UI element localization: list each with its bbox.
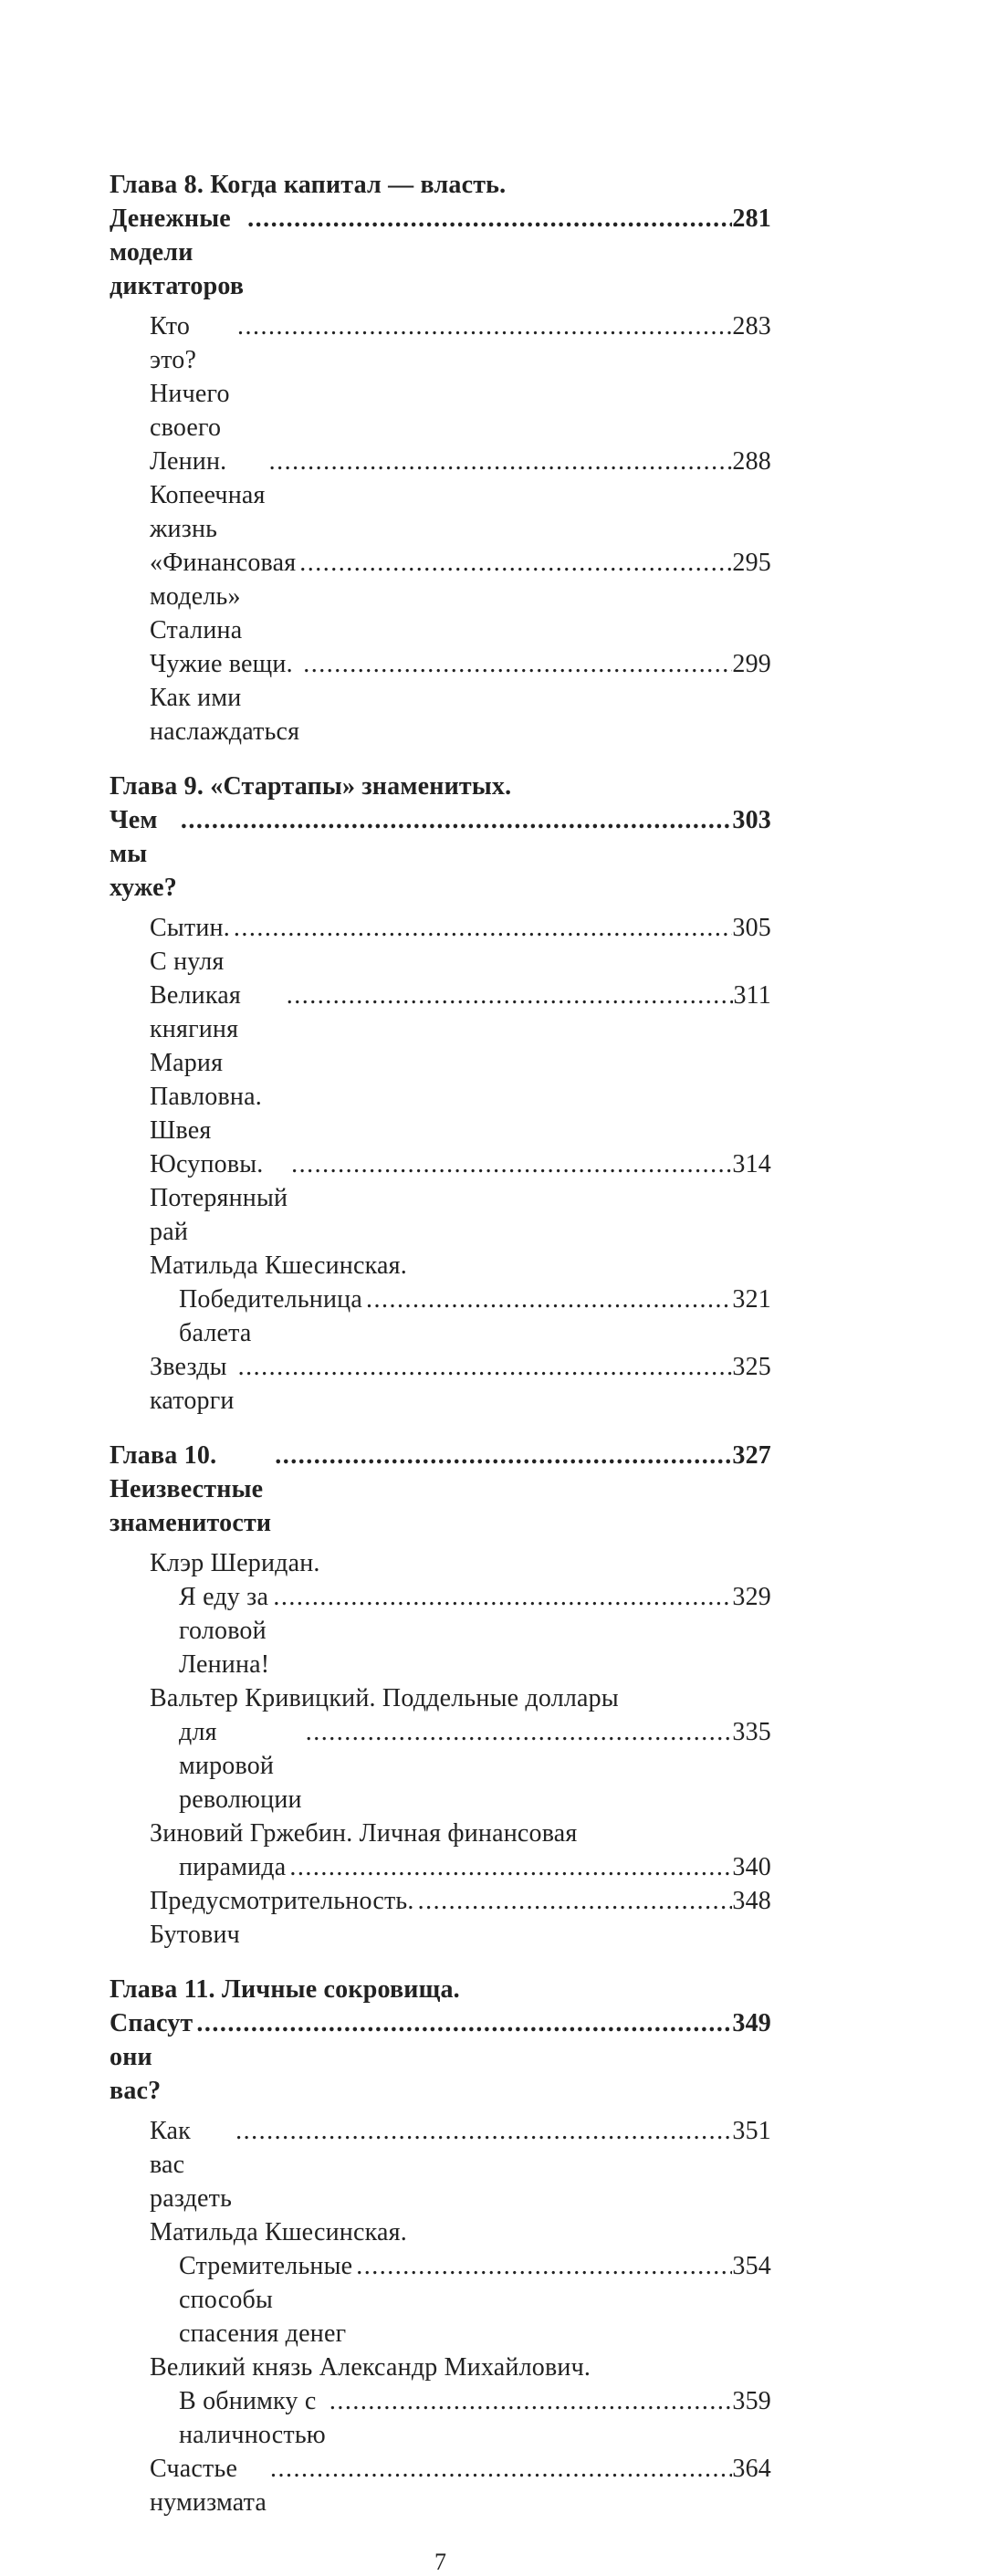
toc-entry-line-label: Кто это? Ничего своего [150,312,236,442]
page-ref: 359 [732,2387,771,2415]
toc-entry [110,1147,771,1249]
toc-entry-line [110,1350,771,1418]
toc-entry-line [110,1283,771,1350]
page-ref: 321 [732,1285,771,1314]
toc-entry-line-label: для мировой революции [179,1718,302,1814]
page-ref: 340 [732,1853,771,1881]
chapter-heading-line [110,1439,771,1540]
dot-leader [288,1147,732,1181]
toc-entry-line-label: Стремительные способы спасения денег [179,2252,360,2348]
dot-leader [269,1580,732,1614]
toc-entry [110,1249,771,1350]
toc-entry-line-label: Клэр Шеридан. [150,1549,320,1577]
toc-entries [110,911,771,1418]
toc-entry-line-label: Счастье нумизмата [150,2455,267,2517]
chapter-heading-line-label: Глава 8. Когда капитал — власть. [110,171,507,199]
page-ref: 327 [732,1441,771,1470]
dot-leader [244,202,732,236]
toc-entry [110,1546,771,1681]
chapter-heading-line [110,2006,771,2108]
page-ref: 299 [732,650,771,678]
chapter-heading-line-label: Чем мы хуже? [110,806,177,902]
toc-entry [110,647,771,749]
dot-leader [362,1283,732,1316]
toc-entry-line [110,1580,771,1681]
toc-entry-line [110,1681,771,1715]
toc-entry-line [110,1884,771,1952]
page-ref: 348 [732,1887,771,1915]
toc-entry-line-label: Как вас раздеть [150,2117,233,2213]
dot-leader [266,445,733,478]
toc-entry [110,2452,771,2519]
chapter-heading-line [110,168,771,202]
dot-leader [302,1715,733,1749]
chapter-heading-line-label: Глава 9. «Стартапы» знаменитых. [110,772,512,801]
toc-entry [110,445,771,546]
dot-leader [230,911,732,945]
dot-leader [326,2384,732,2418]
toc-entry [110,1681,771,1817]
toc-entry-line [110,309,771,445]
toc-entry [110,2215,771,2351]
toc-entry-line-label: Вальтер Кривицкий. Поддельные доллары [150,1684,619,1712]
page-ref: 305 [732,914,771,942]
toc-entry-line-label: Великая княгиня Мария Павловна. Швея [150,981,269,1145]
page-ref: 314 [732,1150,771,1178]
chapter-heading-line-label: Спасут они вас? [110,2009,200,2105]
dot-leader [283,979,734,1012]
toc-entry-line [110,979,771,1147]
toc-entry-line [110,2384,771,2452]
toc-entry-line-label: Победительница балета [179,1285,370,1347]
toc-entry-line-label: Звезды каторги [150,1353,235,1415]
page-ref: 354 [732,2252,771,2280]
page-ref: 288 [732,447,771,476]
dot-leader [235,1350,733,1384]
toc-entry-line [110,1817,771,1850]
page-ref: 281 [732,204,771,233]
toc-entry-line-label: Чужие вещи. Как ими наслаждаться [150,650,300,746]
page-ref: 335 [732,1718,771,1746]
toc-entry [110,309,771,445]
toc-entry [110,911,771,979]
toc-entry-line-label: В обнимку с наличностью [179,2387,326,2449]
toc-section [110,1973,771,2519]
toc-entry-line [110,2452,771,2519]
toc-entry-line-label: Предусмотрительность. Бутович [150,1887,421,1949]
toc-entry-line-label: Сытин. С нуля [150,914,237,976]
toc-entry [110,979,771,1147]
toc-section [110,168,771,749]
page-ref: 311 [733,981,771,1010]
toc-entry [110,2114,771,2215]
dot-leader [414,1884,733,1918]
toc-section [110,770,771,1418]
page-ref: 349 [732,2009,771,2037]
chapter-heading-line [110,770,771,803]
dot-leader [299,647,732,681]
toc-entry-line [110,1850,771,1884]
toc-entry-line-label: Зиновий Гржебин. Личная финансовая [150,1819,578,1848]
chapter-heading-line [110,202,771,303]
toc-entry-line [110,2114,771,2215]
toc-entry-line [110,2249,771,2351]
toc-entry-line [110,1715,771,1817]
toc-entry-line-label: Великий князь Александр Михайлович. [150,2353,591,2382]
toc-entry [110,1884,771,1952]
toc-entry-line [110,647,771,749]
page-ref: 351 [732,2117,771,2145]
toc-entry [110,546,771,647]
toc-entry [110,1350,771,1418]
toc-entry-line-label: «Финансовая модель» Сталина [150,549,303,644]
chapter-heading-line-label: Денежные модели диктаторов [110,204,245,300]
dot-leader [177,803,732,837]
dot-leader [296,546,732,580]
toc-entry-line [110,1546,771,1580]
dot-leader [234,309,732,343]
toc-entry-line [110,445,771,546]
toc-entry-line [110,1249,771,1283]
page-ref: 364 [732,2455,771,2483]
chapter-heading-line-label: Глава 11. Личные сокровища. [110,1975,460,2004]
dot-leader [232,2114,732,2148]
toc-entry-line [110,2215,771,2249]
toc-entry-line [110,2351,771,2384]
toc-entry-line-label: Матильда Кшесинская. [150,2218,407,2246]
chapter-heading-line-label: Глава 10. Неизвестные знаменитости [110,1441,272,1537]
dot-leader [352,2249,732,2283]
toc-entry [110,2351,771,2452]
toc-entry-line-label: Ленин. Копеечная жизнь [150,447,272,543]
dot-leader [286,1850,732,1884]
page-ref: 295 [732,549,771,577]
page-ref: 325 [732,1353,771,1381]
toc-entry-line-label: пирамида [179,1853,287,1881]
toc-entries [110,2114,771,2519]
page-ref: 303 [732,806,771,834]
toc-entries [110,309,771,749]
toc-section [110,1439,771,1952]
page-ref: 283 [732,312,771,340]
toc-entry-line [110,911,771,979]
dot-leader [193,2006,732,2040]
dot-leader [271,1439,732,1472]
table-of-contents [110,168,771,2519]
chapter-heading-line [110,803,771,905]
chapter-heading-line [110,1973,771,2006]
dot-leader [267,2452,732,2486]
toc-entry-line-label: Юсуповы. Потерянный рай [150,1150,295,1246]
page-number: 7 [434,2549,446,2575]
toc-entry [110,1817,771,1884]
toc-entries [110,1546,771,1952]
page-ref: 329 [732,1583,771,1611]
toc-entry-line-label: Матильда Кшесинская. [150,1251,407,1280]
toc-entry-line-label: Я еду за головой Ленина! [179,1583,276,1679]
toc-entry-line [110,546,771,647]
toc-entry-line [110,1147,771,1249]
